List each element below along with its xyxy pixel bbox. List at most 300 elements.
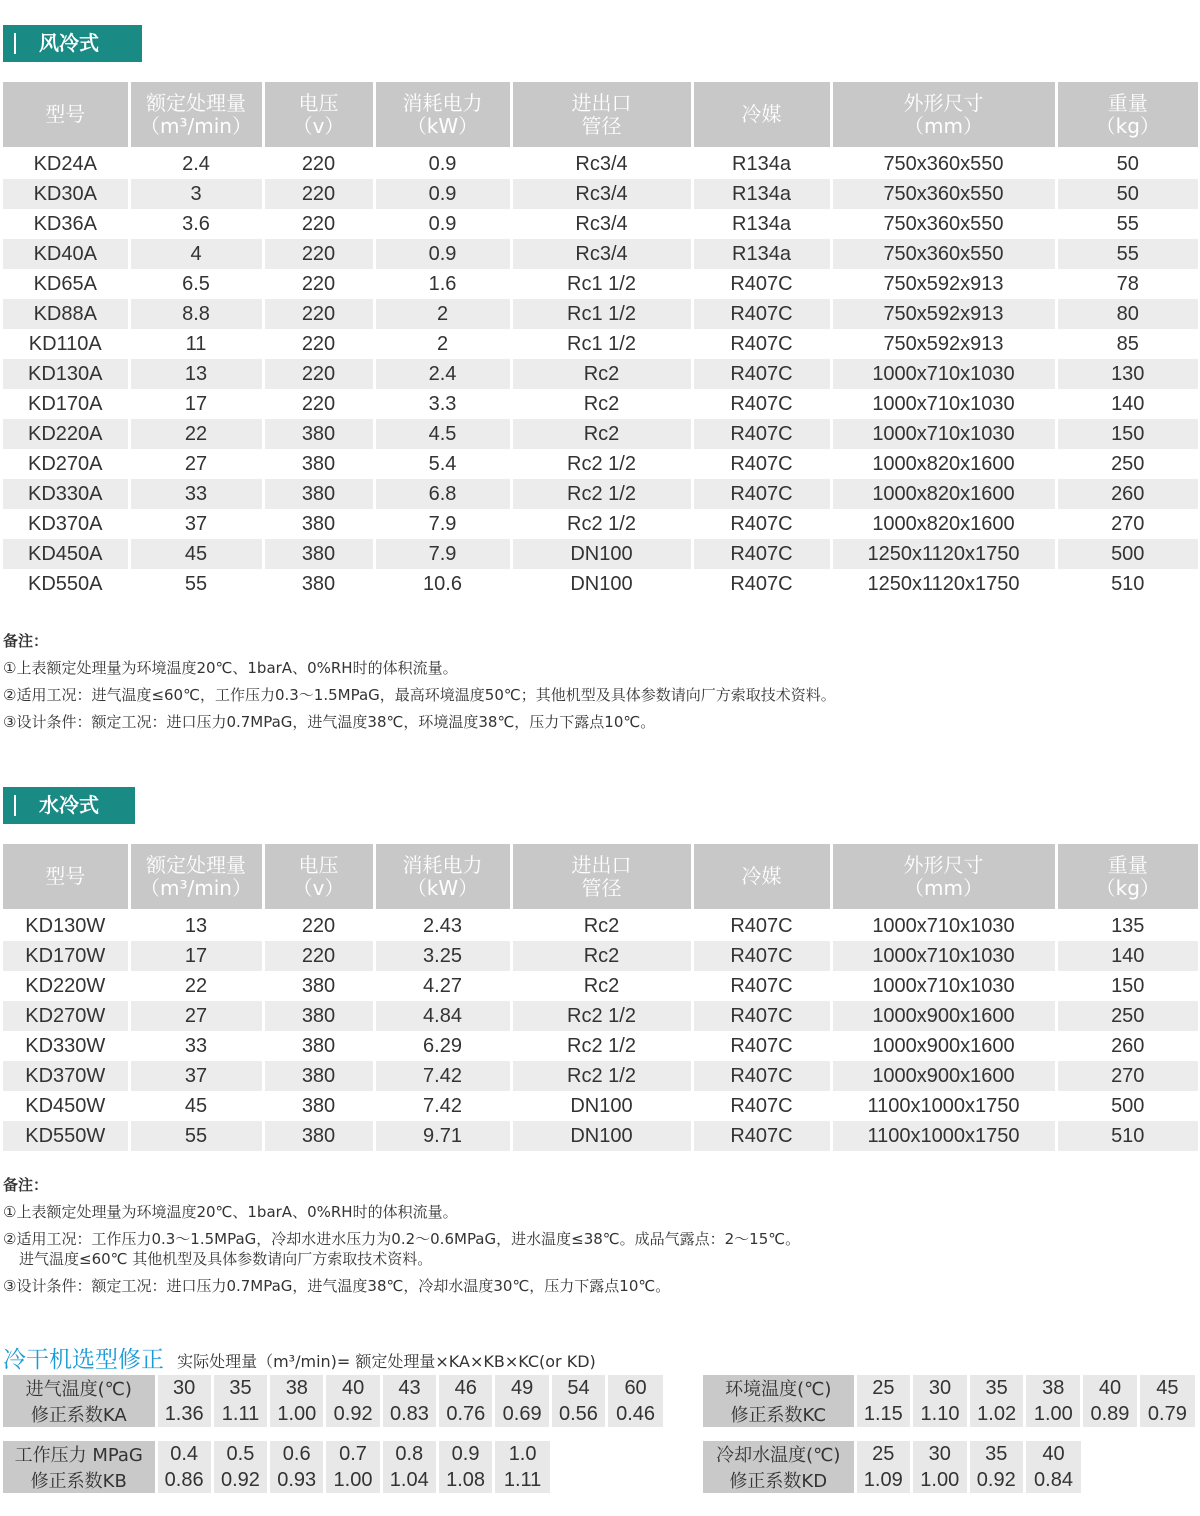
- table-cell: R134a: [692, 209, 831, 239]
- table-cell: 3.25: [374, 941, 511, 971]
- table-cell: 2.4: [374, 359, 511, 389]
- table-row: [3, 941, 1198, 971]
- note-item: ③设计条件：额定工况：进口压力0.7MPaG，进气温度38℃，冷却水温度30℃，压力下露点10℃。: [3, 1277, 671, 1295]
- column-header: [263, 844, 374, 910]
- table-cell: 150: [1056, 971, 1198, 1001]
- table-cell: Rc2 1/2: [511, 479, 692, 509]
- table-row: [3, 239, 1198, 269]
- correction-value: 1.08: [437, 1467, 493, 1493]
- row-label: 修正系数KB: [3, 1467, 156, 1493]
- table-cell: 380: [263, 971, 374, 1001]
- table-cell: R407C: [692, 941, 831, 971]
- header-line: 冷媒: [741, 864, 782, 888]
- air-cooled-spec-table: [3, 82, 1198, 599]
- table-cell: 3: [129, 179, 263, 209]
- table-cell: 85: [1056, 329, 1198, 359]
- row-label: 环境温度(℃): [703, 1375, 855, 1401]
- correction-value: 1.00: [269, 1401, 325, 1427]
- table-cell: R407C: [692, 910, 831, 941]
- table-cell: 150: [1056, 419, 1198, 449]
- table-cell: 750x592x913: [831, 299, 1056, 329]
- column-header: [831, 82, 1056, 148]
- table-cell: 13: [129, 910, 263, 941]
- header-line: 进出口: [571, 90, 632, 115]
- header-unit: （kg）: [1095, 875, 1160, 900]
- table-cell: KD270W: [3, 1001, 129, 1031]
- table-row: [3, 539, 1198, 569]
- table-cell: 380: [263, 1031, 374, 1061]
- column-header: [692, 844, 831, 910]
- table-cell: R407C: [692, 1061, 831, 1091]
- section-tag-water: [3, 787, 135, 824]
- correction-value: 1.00: [912, 1467, 969, 1493]
- correction-value: 0.92: [325, 1401, 381, 1427]
- table-cell: 750x592x913: [831, 269, 1056, 299]
- table-cell: 220: [263, 179, 374, 209]
- correction-value: 35: [212, 1375, 268, 1401]
- table-cell: 80: [1056, 299, 1198, 329]
- correction-row: [703, 1467, 1081, 1493]
- tag-divider: [14, 33, 16, 54]
- table-cell: 750x360x550: [831, 239, 1056, 269]
- table-cell: 140: [1056, 389, 1198, 419]
- table-cell: 500: [1056, 1091, 1198, 1121]
- table-cell: KD370A: [3, 509, 129, 539]
- table-row: [3, 1031, 1198, 1061]
- correction-value: 60: [607, 1375, 663, 1401]
- water-notes: [3, 1172, 800, 1300]
- correction-value: 0.6: [269, 1441, 325, 1467]
- header-line: 型号: [45, 864, 86, 888]
- correction-value: 0.7: [325, 1441, 381, 1467]
- table-cell: 0.9: [374, 209, 511, 239]
- table-cell: 250: [1056, 449, 1198, 479]
- table-row: [3, 1061, 1198, 1091]
- header-unit: （mm）: [904, 113, 983, 138]
- correction-table-kb: [3, 1441, 550, 1493]
- column-header: [511, 844, 692, 910]
- correction-heading: [3, 1341, 596, 1374]
- column-header: [129, 82, 263, 148]
- correction-value: 30: [912, 1441, 969, 1467]
- table-row: [3, 1001, 1198, 1031]
- table-cell: 2.43: [374, 910, 511, 941]
- table-row: [3, 1091, 1198, 1121]
- table-cell: 11: [129, 329, 263, 359]
- correction-row: [703, 1441, 1081, 1467]
- column-header: [374, 844, 511, 910]
- correction-value: 1.0: [494, 1441, 550, 1467]
- table-cell: 220: [263, 359, 374, 389]
- table-cell: R407C: [692, 569, 831, 599]
- table-cell: 1000x710x1030: [831, 359, 1056, 389]
- table-row: [3, 509, 1198, 539]
- correction-value: 0.83: [381, 1401, 437, 1427]
- section-title: 水冷式: [39, 793, 99, 817]
- table-cell: R407C: [692, 479, 831, 509]
- table-row: [3, 148, 1198, 179]
- correction-value: 1.11: [494, 1467, 550, 1493]
- correction-value: 0.8: [381, 1441, 437, 1467]
- table-row: [3, 209, 1198, 239]
- header-row: [3, 844, 1198, 910]
- table-cell: 2: [374, 329, 511, 359]
- correction-value: 30: [156, 1375, 212, 1401]
- table-cell: Rc3/4: [511, 148, 692, 179]
- table-cell: 7.9: [374, 539, 511, 569]
- table-cell: 7.42: [374, 1061, 511, 1091]
- correction-value: 0.92: [968, 1467, 1025, 1493]
- correction-value: 1.11: [212, 1401, 268, 1427]
- table-cell: DN100: [511, 569, 692, 599]
- table-row: [3, 479, 1198, 509]
- note-item: ①上表额定处理量为环境温度20℃、1barA、0%RH时的体积流量。: [3, 659, 458, 677]
- table-cell: 27: [129, 1001, 263, 1031]
- table-cell: 220: [263, 910, 374, 941]
- correction-value: 40: [325, 1375, 381, 1401]
- notes-title: 备注：: [3, 1176, 49, 1194]
- table-cell: 750x592x913: [831, 329, 1056, 359]
- table-cell: 1000x710x1030: [831, 910, 1056, 941]
- correction-value: 25: [855, 1441, 912, 1467]
- correction-formula: 实际处理量（m³/min)= 额定处理量×KA×KB×KC(or KD): [177, 1352, 596, 1371]
- table-cell: 2: [374, 299, 511, 329]
- table-cell: 1000x820x1600: [831, 449, 1056, 479]
- header-unit: （m³/min）: [140, 113, 252, 138]
- table-cell: KD550A: [3, 569, 129, 599]
- table-cell: R407C: [692, 1031, 831, 1061]
- table-cell: 380: [263, 569, 374, 599]
- correction-value: 43: [381, 1375, 437, 1401]
- section-tag-air: [3, 25, 142, 62]
- table-cell: 2.4: [129, 148, 263, 179]
- table-cell: 6.8: [374, 479, 511, 509]
- table-cell: Rc1 1/2: [511, 269, 692, 299]
- table-row: [3, 419, 1198, 449]
- table-cell: 220: [263, 329, 374, 359]
- header-row: [3, 82, 1198, 148]
- table-cell: 260: [1056, 479, 1198, 509]
- table-cell: 220: [263, 941, 374, 971]
- table-cell: KD24A: [3, 148, 129, 179]
- correction-value: 35: [968, 1375, 1025, 1401]
- correction-row: [3, 1401, 663, 1427]
- table-cell: 3.3: [374, 389, 511, 419]
- table-cell: KD330A: [3, 479, 129, 509]
- header-unit: （m³/min）: [140, 875, 252, 900]
- header-unit: （v）: [292, 113, 345, 138]
- table-cell: 5.4: [374, 449, 511, 479]
- table-cell: DN100: [511, 1121, 692, 1151]
- table-cell: 4.27: [374, 971, 511, 1001]
- column-header: [831, 844, 1056, 910]
- correction-table-kc: [703, 1375, 1195, 1427]
- table-cell: Rc2: [511, 359, 692, 389]
- correction-value: 0.84: [1025, 1467, 1082, 1493]
- table-cell: R407C: [692, 1121, 831, 1151]
- table-cell: Rc2 1/2: [511, 1031, 692, 1061]
- table-cell: 22: [129, 971, 263, 1001]
- table-cell: KD450W: [3, 1091, 129, 1121]
- table-cell: Rc2 1/2: [511, 449, 692, 479]
- table-cell: Rc2: [511, 419, 692, 449]
- correction-value: 0.5: [212, 1441, 268, 1467]
- table-cell: 33: [129, 479, 263, 509]
- table-row: [3, 389, 1198, 419]
- column-header: [3, 82, 129, 148]
- table-cell: R134a: [692, 239, 831, 269]
- table-cell: Rc2: [511, 941, 692, 971]
- header-line: 冷媒: [741, 102, 782, 126]
- table-cell: 1000x710x1030: [831, 419, 1056, 449]
- table-cell: 45: [129, 539, 263, 569]
- header-line: 消耗电力: [402, 90, 483, 115]
- header-line: 型号: [45, 102, 86, 126]
- table-cell: 270: [1056, 1061, 1198, 1091]
- correction-value: 0.56: [550, 1401, 606, 1427]
- correction-value: 35: [968, 1441, 1025, 1467]
- correction-value: 1.00: [325, 1467, 381, 1493]
- table-cell: 1000x710x1030: [831, 971, 1056, 1001]
- water-cooled-spec-table: [3, 844, 1198, 1151]
- correction-value: 0.4: [156, 1441, 212, 1467]
- note-item: ②适用工况：进气温度≤60℃，工作压力0.3～1.5MPaG，最高环境温度50℃；其他机型及具体参数请向厂方索取技术资料。: [3, 686, 836, 704]
- header-line: 额定处理量: [146, 852, 246, 877]
- note-item: 进气温度≤60℃ 其他机型及具体参数请向厂方索取技术资料。: [19, 1250, 433, 1268]
- table-cell: KD220A: [3, 419, 129, 449]
- table-row: [3, 269, 1198, 299]
- table-cell: 37: [129, 1061, 263, 1091]
- correction-value: 0.86: [156, 1467, 212, 1493]
- header-line: 额定处理量: [146, 90, 246, 115]
- correction-table-ka: [3, 1375, 663, 1427]
- table-cell: 1250x1120x1750: [831, 569, 1056, 599]
- table-cell: KD220W: [3, 971, 129, 1001]
- table-cell: 1.6: [374, 269, 511, 299]
- table-cell: KD88A: [3, 299, 129, 329]
- table-cell: Rc2 1/2: [511, 509, 692, 539]
- table-cell: 220: [263, 239, 374, 269]
- table-cell: 1000x900x1600: [831, 1031, 1056, 1061]
- header-unit: （kW）: [406, 875, 479, 900]
- table-cell: KD170W: [3, 941, 129, 971]
- table-cell: R407C: [692, 539, 831, 569]
- table-cell: KD550W: [3, 1121, 129, 1151]
- table-cell: 45: [129, 1091, 263, 1121]
- table-cell: 220: [263, 209, 374, 239]
- header-line: 外形尺寸: [903, 852, 984, 877]
- table-cell: 380: [263, 449, 374, 479]
- correction-value: 0.89: [1082, 1401, 1139, 1427]
- table-cell: KD36A: [3, 209, 129, 239]
- correction-value: 45: [1138, 1375, 1195, 1401]
- table-cell: 220: [263, 148, 374, 179]
- table-cell: 750x360x550: [831, 179, 1056, 209]
- table-cell: 50: [1056, 179, 1198, 209]
- table-cell: Rc1 1/2: [511, 329, 692, 359]
- correction-title: 冷干机选型修正: [3, 1347, 164, 1373]
- table-cell: 510: [1056, 1121, 1198, 1151]
- correction-value: 0.9: [437, 1441, 493, 1467]
- row-label: 修正系数KC: [703, 1401, 855, 1427]
- table-cell: 1000x900x1600: [831, 1061, 1056, 1091]
- table-cell: 9.71: [374, 1121, 511, 1151]
- table-cell: R407C: [692, 509, 831, 539]
- table-cell: 55: [129, 569, 263, 599]
- correction-value: 0.92: [212, 1467, 268, 1493]
- correction-row: [703, 1401, 1195, 1427]
- table-cell: KD330W: [3, 1031, 129, 1061]
- table-cell: Rc3/4: [511, 209, 692, 239]
- header-line: 外形尺寸: [903, 90, 984, 115]
- table-cell: Rc2 1/2: [511, 1061, 692, 1091]
- table-cell: R134a: [692, 179, 831, 209]
- table-cell: KD110A: [3, 329, 129, 359]
- correction-value: 25: [855, 1375, 912, 1401]
- header-unit: （kW）: [406, 113, 479, 138]
- table-cell: 380: [263, 1061, 374, 1091]
- table-row: [3, 971, 1198, 1001]
- table-cell: Rc2: [511, 971, 692, 1001]
- table-cell: Rc1 1/2: [511, 299, 692, 329]
- correction-value: 0.93: [269, 1467, 325, 1493]
- table-cell: 260: [1056, 1031, 1198, 1061]
- table-cell: 0.9: [374, 148, 511, 179]
- row-label: 修正系数KD: [703, 1467, 855, 1493]
- header-line: 电压: [298, 90, 339, 115]
- header-line: 重量: [1107, 90, 1148, 115]
- table-cell: 78: [1056, 269, 1198, 299]
- table-cell: 27: [129, 449, 263, 479]
- table-row: [3, 1121, 1198, 1151]
- table-cell: R407C: [692, 419, 831, 449]
- table-cell: 380: [263, 509, 374, 539]
- table-cell: DN100: [511, 539, 692, 569]
- notes-title: 备注：: [3, 632, 49, 650]
- table-cell: R407C: [692, 389, 831, 419]
- table-cell: 1000x820x1600: [831, 479, 1056, 509]
- table-cell: 1000x710x1030: [831, 389, 1056, 419]
- table-cell: R407C: [692, 1001, 831, 1031]
- row-label: 进气温度(℃): [3, 1375, 156, 1401]
- table-cell: R407C: [692, 269, 831, 299]
- table-cell: KD40A: [3, 239, 129, 269]
- table-cell: KD130A: [3, 359, 129, 389]
- column-header: [511, 82, 692, 148]
- correction-value: 38: [269, 1375, 325, 1401]
- table-cell: R134a: [692, 148, 831, 179]
- correction-row: [3, 1375, 663, 1401]
- table-row: [3, 910, 1198, 941]
- table-cell: 6.29: [374, 1031, 511, 1061]
- table-cell: 55: [1056, 239, 1198, 269]
- column-header: [263, 82, 374, 148]
- correction-value: 46: [438, 1375, 494, 1401]
- correction-value: 40: [1025, 1441, 1082, 1467]
- correction-value: 1.09: [855, 1467, 912, 1493]
- table-cell: 380: [263, 1121, 374, 1151]
- table-cell: KD370W: [3, 1061, 129, 1091]
- table-cell: Rc3/4: [511, 179, 692, 209]
- correction-value: 1.10: [912, 1401, 969, 1427]
- table-row: [3, 179, 1198, 209]
- column-header: [1056, 844, 1198, 910]
- table-cell: Rc3/4: [511, 239, 692, 269]
- table-cell: R407C: [692, 971, 831, 1001]
- correction-value: 38: [1025, 1375, 1082, 1401]
- table-row: [3, 449, 1198, 479]
- note-item: ③设计条件：额定工况：进口压力0.7MPaG，进气温度38℃，环境温度38℃，压力下露点10℃。: [3, 713, 656, 731]
- table-cell: R407C: [692, 1091, 831, 1121]
- table-cell: 1000x710x1030: [831, 941, 1056, 971]
- table-cell: 220: [263, 269, 374, 299]
- table-row: [3, 569, 1198, 599]
- table-cell: KD450A: [3, 539, 129, 569]
- row-label: 工作压力 MPaG: [3, 1441, 156, 1467]
- table-cell: 135: [1056, 910, 1198, 941]
- header-unit: 管径: [581, 113, 622, 138]
- table-cell: 4: [129, 239, 263, 269]
- column-header: [692, 82, 831, 148]
- header-line: 重量: [1107, 852, 1148, 877]
- correction-value: 54: [550, 1375, 606, 1401]
- table-cell: Rc2: [511, 910, 692, 941]
- table-cell: 380: [263, 419, 374, 449]
- correction-value: 49: [494, 1375, 550, 1401]
- column-header: [129, 844, 263, 910]
- correction-row: [703, 1375, 1195, 1401]
- table-cell: 55: [129, 1121, 263, 1151]
- correction-value: 0.76: [438, 1401, 494, 1427]
- table-cell: 50: [1056, 148, 1198, 179]
- table-cell: KD270A: [3, 449, 129, 479]
- table-cell: 7.9: [374, 509, 511, 539]
- correction-value: 1.04: [381, 1467, 437, 1493]
- header-line: 进出口: [571, 852, 632, 877]
- table-cell: 380: [263, 539, 374, 569]
- table-cell: 10.6: [374, 569, 511, 599]
- table-cell: 270: [1056, 509, 1198, 539]
- table-cell: 380: [263, 1001, 374, 1031]
- table-cell: Rc2: [511, 389, 692, 419]
- table-cell: KD30A: [3, 179, 129, 209]
- table-cell: 37: [129, 509, 263, 539]
- table-cell: 4.5: [374, 419, 511, 449]
- table-cell: KD130W: [3, 910, 129, 941]
- table-cell: 380: [263, 1091, 374, 1121]
- table-cell: 7.42: [374, 1091, 511, 1121]
- header-unit: （mm）: [904, 875, 983, 900]
- header-unit: 管径: [581, 875, 622, 900]
- note-item: ①上表额定处理量为环境温度20℃、1barA、0%RH时的体积流量。: [3, 1203, 458, 1221]
- correction-value: 1.15: [855, 1401, 912, 1427]
- column-header: [374, 82, 511, 148]
- table-cell: 0.9: [374, 179, 511, 209]
- table-cell: 3.6: [129, 209, 263, 239]
- correction-row: [3, 1467, 550, 1493]
- table-cell: 500: [1056, 539, 1198, 569]
- table-cell: 4.84: [374, 1001, 511, 1031]
- correction-value: 1.00: [1025, 1401, 1082, 1427]
- table-cell: R407C: [692, 299, 831, 329]
- table-row: [3, 359, 1198, 389]
- correction-value: 1.36: [156, 1401, 212, 1427]
- table-cell: 1250x1120x1750: [831, 539, 1056, 569]
- table-cell: 8.8: [129, 299, 263, 329]
- table-cell: 250: [1056, 1001, 1198, 1031]
- air-notes: [3, 628, 836, 736]
- table-cell: 1000x820x1600: [831, 509, 1056, 539]
